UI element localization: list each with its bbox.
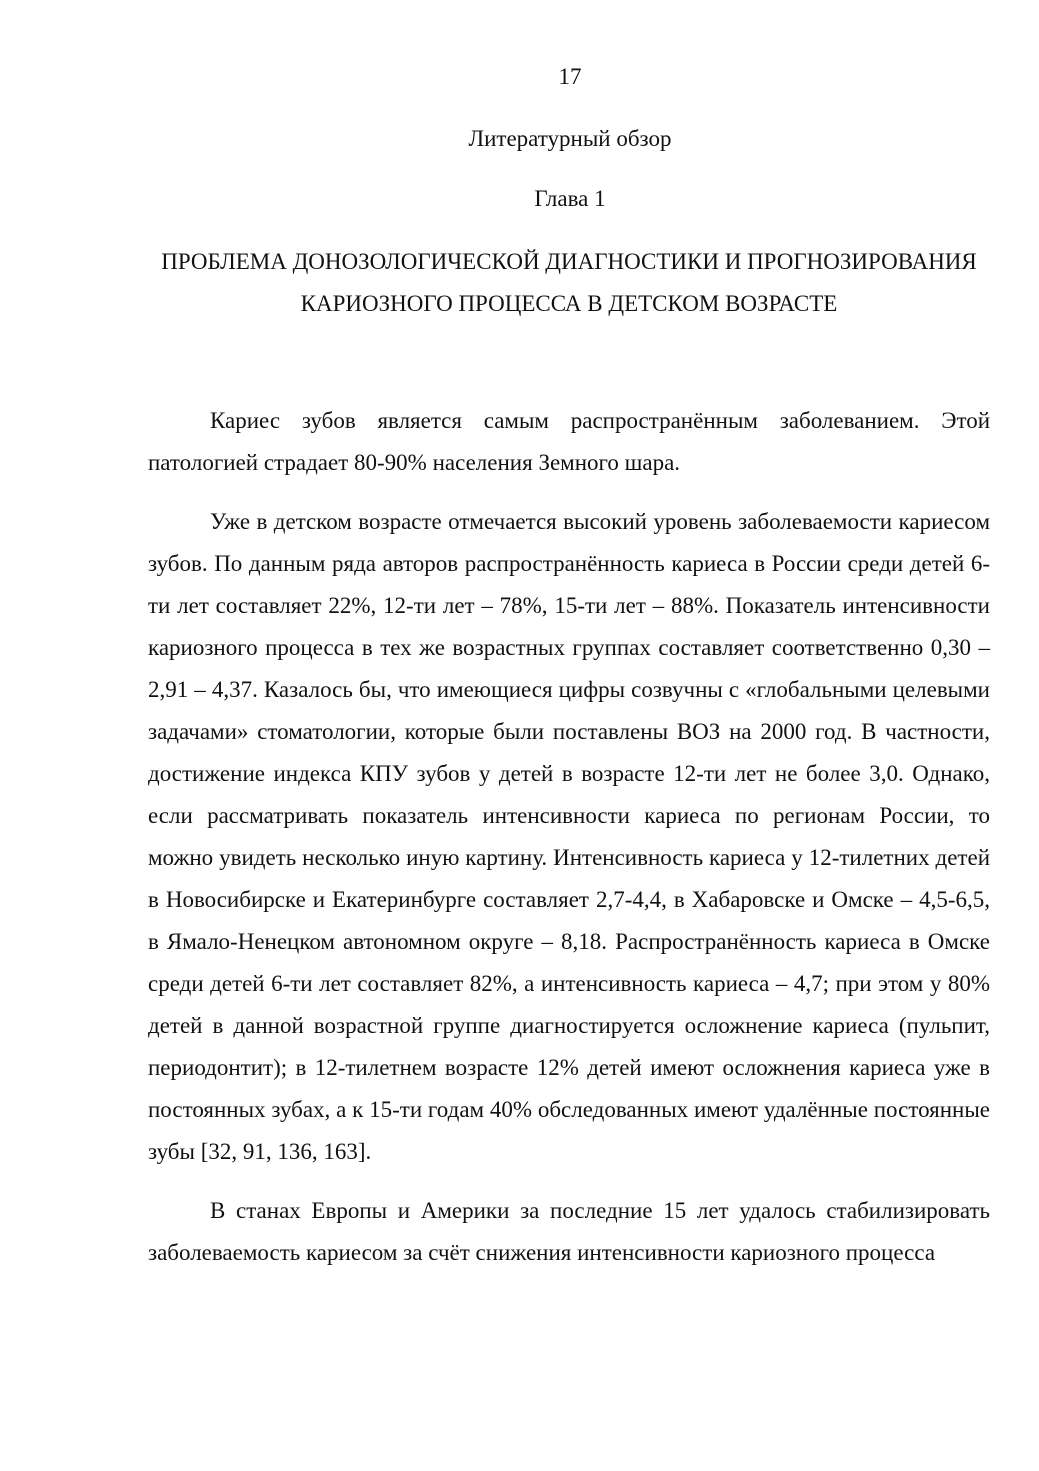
section-heading: Литературный обзор — [468, 126, 672, 151]
chapter-title: ПРОБЛЕМА ДОНОЗОЛОГИЧЕСКОЙ ДИАГНОСТИКИ И ПРОГНОЗИРОВАНИЯ КАРИОЗНОГО ПРОЦЕССА В ДЕТСКОМ ВОЗРАСТЕ — [161, 249, 977, 316]
page-number: 17 — [558, 64, 582, 89]
paragraph-2: Уже в детском возрасте отмечается высокий уровень заболеваемости кариесом зубов. По данным ряда авторов распространённость кариеса в России среди детей 6-ти лет составляет 22%, 12-ти лет – 78%, 15-ти лет – 88%. Показатель интенсивности кариозного процесса в тех же возрастных группах составляет соответственно 0,30 – 2,91 – 4,37. Казалось бы, что имеющиеся цифры созвучны с «глобальными целевыми задачами» стоматологии, которые были поставлены ВОЗ на 2000 год. В частности, достижение индекса КПУ зубов у детей в возрасте 12-ти лет не более 3,0. Однако, если рассматривать показатель интенсивности кариеса по регионам России, то можно увидеть несколько иную картину. Интенсивность кариеса у 12-тилетних детей в Новосибирске и Екатеринбурге составляет 2,7-4,4, в Хабаровске и Омске – 4,5-6,5, в Ямало-Ненецком автономном округе – 8,18. Распространённость кариеса в Омске среди детей 6-ти лет составляет 82%, а интенсивность кариеса – 4,7; при этом у 80% детей в данной возрастной группе диагностируется осложнение кариеса (пульпит, периодонтит); в 12-тилетнем возрасте 12% детей имеют осложнения кариеса уже в постоянных зубах, а к 15-ти годам 40% обследованных имеют удалённые постоянные зубы [32, 91, 136, 163]. — [148, 509, 990, 1164]
paragraph-1: Кариес зубов является самым распространённым заболеванием. Этой патологией страдает 80-90% населения Земного шара. — [148, 408, 990, 475]
body-text — [148, 400, 990, 1291]
chapter-heading: Глава 1 — [534, 186, 606, 211]
paragraph-3: В станах Европы и Америки за последние 15 лет удалось стабилизировать заболеваемость кариесом за счёт снижения интенсивности кариозного процесса — [148, 1198, 990, 1265]
